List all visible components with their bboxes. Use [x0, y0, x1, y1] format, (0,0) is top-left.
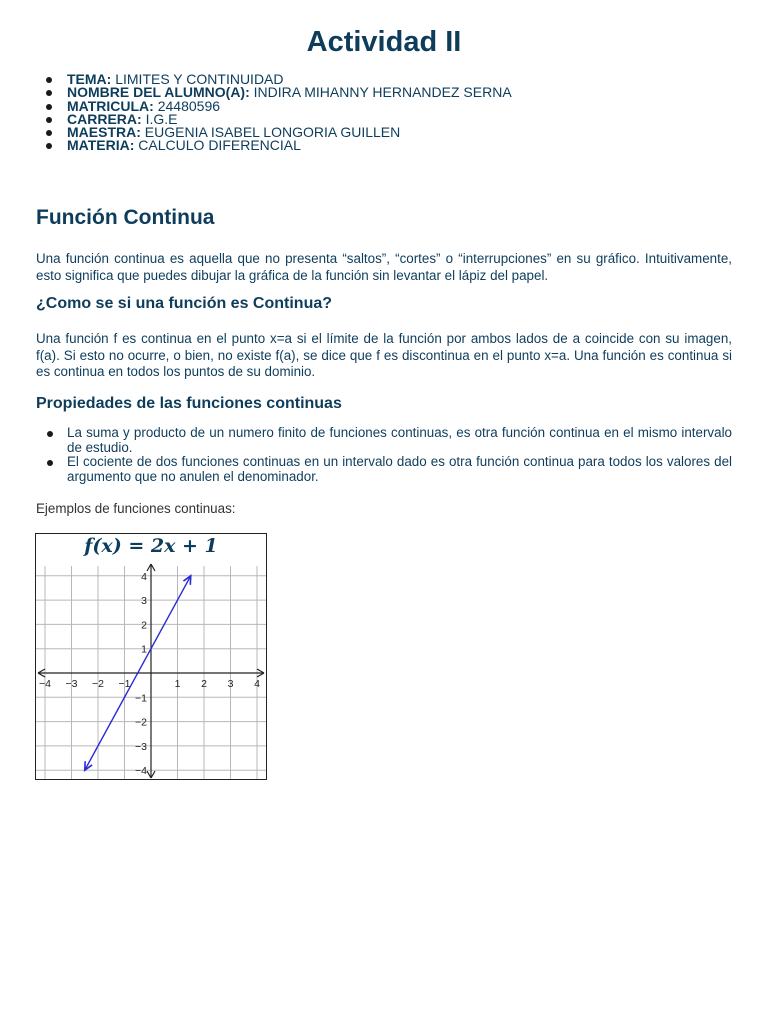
x-tick-label: 1: [174, 678, 181, 690]
graph-canvas: [36, 534, 266, 779]
y-tick-label: −2: [135, 716, 147, 729]
x-tick-label: 2: [201, 678, 207, 690]
meta-value: LIMITES Y CONTINUIDAD: [115, 71, 284, 87]
section-heading: Función Continua: [36, 206, 215, 229]
x-tick-label: 4: [254, 678, 260, 690]
definition-paragraph: Una función f es continua en el punto x=a si el límite de la función por ambos lados de a coincide con su imagen, f(a). Si esto no ocurre, o bien, no existe f(a), se dice que f es discontinua en el punto x=a. Una función es continua si es continua en todos los puntos de su dominio.: [36, 331, 732, 379]
graph-title: f(x) = 2x + 1: [36, 535, 266, 560]
properties-heading: Propiedades de las funciones continuas: [36, 395, 342, 412]
meta-value: EUGENIA ISABEL LONGORIA GUILLEN: [144, 124, 401, 141]
question-heading: ¿Como se si una función es Continua?: [36, 295, 333, 312]
x-tick-label: −3: [65, 678, 78, 690]
student-info-list: [42, 73, 512, 153]
meta-value: I.G.E: [145, 110, 178, 127]
property-item: La suma y producto de un numero finito de funciones continuas, es otra función continua en el mismo intervalo de estudio.: [36, 426, 732, 455]
meta-key: CARRERA:: [67, 110, 142, 127]
y-tick-label: 3: [141, 595, 147, 608]
meta-key: NOMBRE DEL ALUMNO(A):: [67, 84, 250, 101]
meta-key: MATERIA:: [67, 137, 135, 154]
y-tick-label: −4: [135, 765, 147, 778]
y-tick-label: −3: [135, 740, 147, 753]
y-tick-label: 1: [141, 643, 147, 656]
x-tick-label: −1: [118, 678, 131, 690]
x-tick-label: −2: [92, 678, 104, 690]
x-tick-label: 3: [227, 678, 234, 690]
page-title: Actividad II: [306, 26, 462, 58]
meta-key: MAESTRA:: [67, 124, 141, 141]
intro-paragraph: Una función continua es aquella que no presenta “saltos”, “cortes” o “interrupciones” en su gráfico. Intuitivamente, esto significa que puedes dibujar la gráfica de la función sin levantar el lápiz del papel.: [36, 251, 732, 283]
y-tick-label: −1: [135, 692, 147, 705]
y-tick-label: 2: [141, 619, 147, 632]
properties-list: [36, 426, 732, 484]
meta-key: MATRICULA:: [67, 97, 154, 114]
property-item: El cociente de dos funciones continuas en un intervalo dado es otra función continua para todos los valores del argumento que no anulen el denominador.: [36, 455, 732, 484]
meta-key: TEMA:: [67, 71, 112, 87]
examples-label: Ejemplos de funciones continuas:: [36, 501, 236, 516]
meta-value: INDIRA MIHANNY HERNANDEZ SERNA: [253, 84, 512, 101]
meta-value: CALCULO DIFERENCIAL: [138, 137, 301, 154]
x-tick-label: −4: [39, 678, 51, 690]
meta-item-materia: [42, 139, 512, 152]
function-graph: [35, 533, 267, 780]
meta-value: 24480596: [157, 97, 221, 114]
y-tick-label: 4: [141, 570, 147, 583]
